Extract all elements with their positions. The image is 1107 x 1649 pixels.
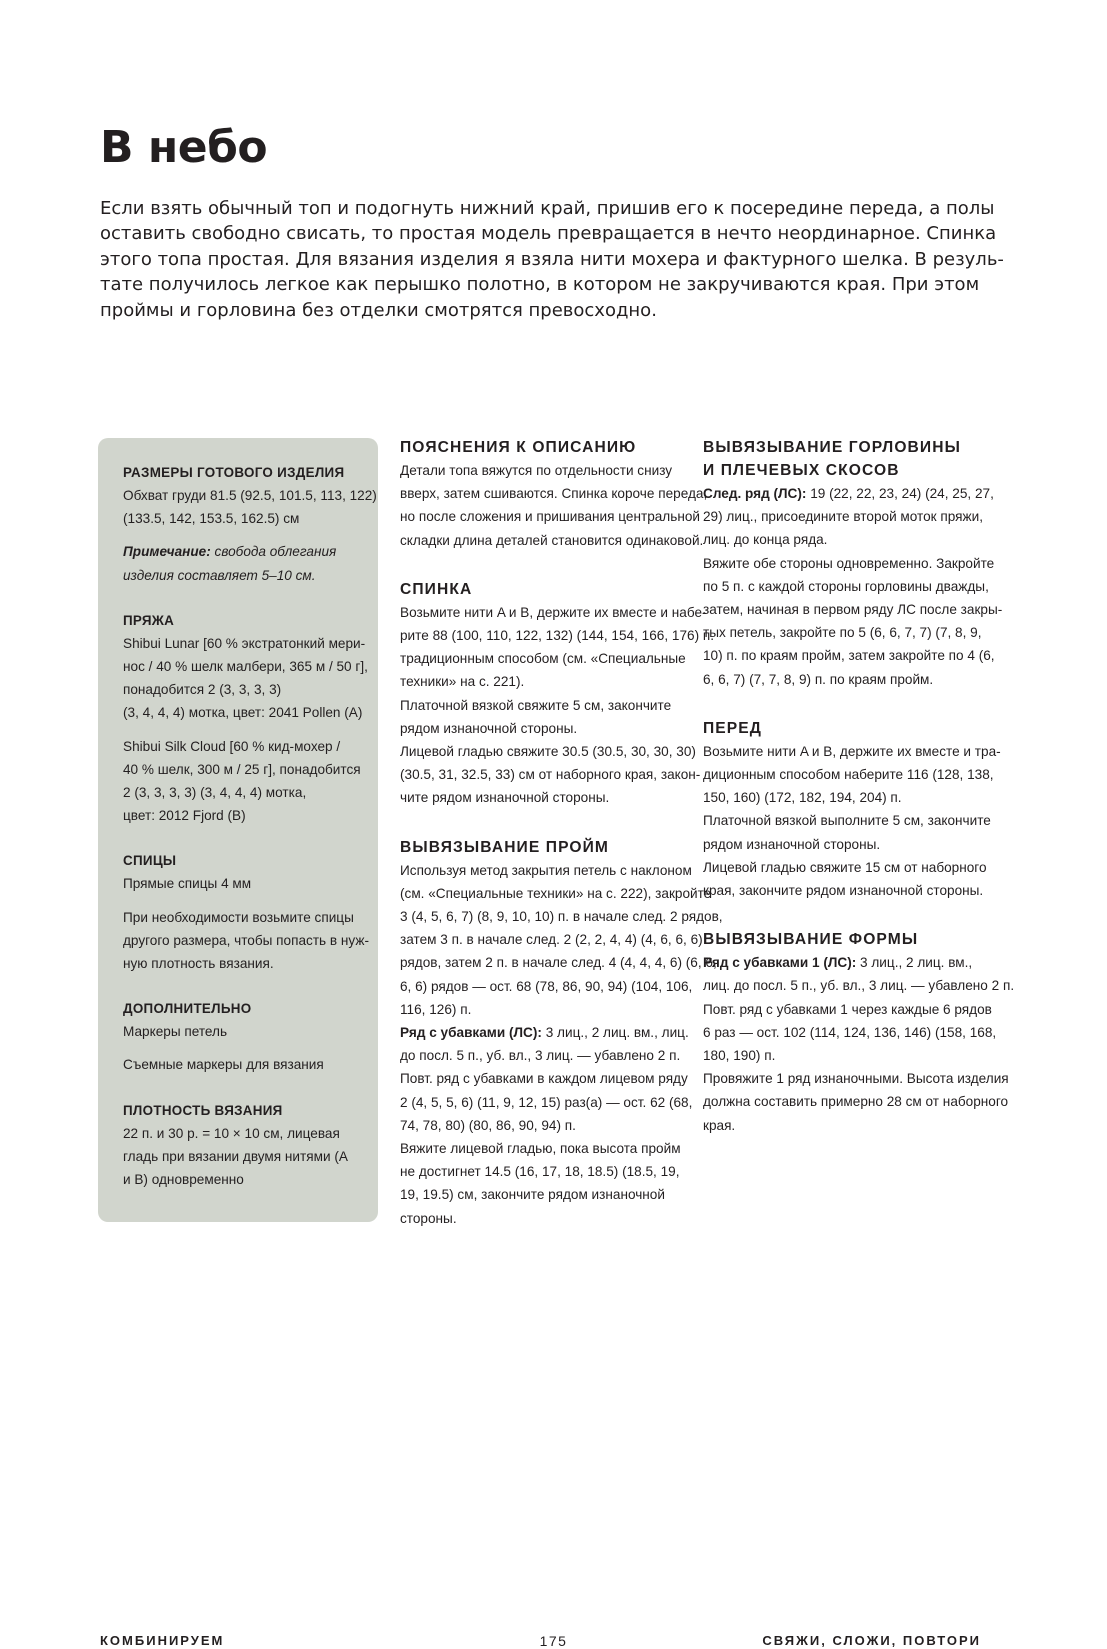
shaping-row-label: Ряд с убавками 1 (ЛС):	[703, 955, 857, 971]
back-line: чите рядом изнаночной стороны.	[400, 790, 610, 806]
front-line: Возьмите нити A и B, держите их вместе и тра-	[703, 743, 1001, 759]
back-line: Возьмите нити A и B, держите их вместе и набе-	[400, 604, 707, 620]
front-line: края, закончите рядом изнаночной стороны.	[703, 883, 984, 899]
neck-line: лиц. до конца ряда.	[703, 532, 828, 548]
extras-line: Маркеры петель	[123, 1024, 228, 1040]
yarn-line: 2 (3, 3, 3, 3) (3, 4, 4, 4) мотка,	[123, 785, 307, 801]
next-row-label: След. ряд (ЛС):	[703, 486, 807, 501]
back-line: Платочной вязкой свяжите 5 см, закончите	[400, 697, 672, 713]
shaping-line: края.	[703, 1117, 736, 1133]
running-footer-right	[762, 1633, 981, 1648]
neck-text	[703, 482, 1003, 691]
front-line: рядом изнаночной стороны.	[703, 836, 881, 852]
middle-column	[400, 436, 723, 1230]
neck-line: 10) п. по краям пройм, затем закройте по 4 (6,	[703, 648, 995, 664]
needles-heading: СПИЦЫ	[123, 853, 177, 869]
armholes-line: 6, 6) рядов — ост. 68 (78, 86, 90, 94) (104, 106,	[400, 978, 693, 994]
page-number: 175	[539, 1633, 568, 1649]
specs-sidebar	[98, 438, 378, 1222]
fit-note-text: свобода облегания	[210, 544, 337, 560]
shaping-line: лиц. до посл. 5 п., уб. вл., 3 лиц. — убавлено 2 п.	[703, 978, 1015, 994]
dec-row-label: Ряд с убавками (ЛС):	[400, 1025, 542, 1041]
yarn-line: Shibui Lunar [60 % экстратонкий мери-	[123, 635, 366, 651]
yarn-line: нос / 40 % шелк малбери, 365 м / 50 г],	[123, 659, 368, 675]
front-line: Платочной вязкой выполните 5 см, закончите	[703, 813, 991, 829]
sizes-heading: РАЗМЕРЫ ГОТОВОГО ИЗДЕЛИЯ	[123, 465, 345, 480]
armholes-line: Вяжите лицевой гладью, пока высота пройм	[400, 1141, 681, 1157]
shaping-heading: ВЫВЯЗЫВАНИЕ ФОРМЫ	[703, 931, 919, 949]
needles-line: Прямые спицы 4 мм	[123, 876, 252, 892]
gauge-line: и B) одновременно	[123, 1172, 244, 1188]
notes-line: вверх, затем сшиваются. Спинка короче переда,	[400, 486, 708, 502]
intro-paragraph	[100, 196, 1004, 323]
gauge-line: 22 п. и 30 р. = 10 × 10 см, лицевая	[123, 1125, 340, 1141]
neck-line: по 5 п. с каждой стороны горловины дважды,	[703, 578, 989, 594]
armholes-line: 116, 126) п.	[400, 1001, 472, 1017]
armholes-heading: ВЫВЯЗЫВАНИЕ ПРОЙМ	[400, 838, 610, 856]
armholes-line: (см. «Специальные техники» на с. 222), закройте	[400, 885, 712, 901]
armholes-line: до посл. 5 п., уб. вл., 3 лиц. — убавлено 2 п.	[400, 1048, 681, 1064]
shaping-text	[703, 951, 1015, 1137]
needles-note	[123, 906, 369, 976]
intro-line: Если взять обычный топ и подогнуть нижний край, пришив его к посередине переда, а полы	[100, 198, 995, 219]
neck-line: 6, 6, 7) (7, 7, 8, 9) п. по краям пройм.	[703, 671, 934, 687]
shaping-line: Повт. ряд с убавками 1 через каждые 6 рядов	[703, 1001, 992, 1017]
armholes-line: 74, 78, 80) (80, 86, 90, 94) п.	[400, 1117, 576, 1133]
dec-row-text: 3 лиц., 2 лиц. вм., лиц.	[541, 1025, 689, 1041]
sizes-line: Обхват груди 81.5 (92.5, 101.5, 113, 122)	[123, 488, 377, 503]
sizes-text	[123, 484, 377, 530]
extras-text	[123, 1020, 366, 1043]
shaping-line: Провяжите 1 ряд изнаночными. Высота изделия	[703, 1071, 1009, 1087]
neck-line: 29) лиц., присоедините второй моток пряжи,	[703, 509, 983, 525]
front-text	[703, 740, 1001, 902]
footer-book-title: СВЯЖИ, СЛОЖИ, ПОВТОРИ	[762, 1633, 981, 1648]
intro-line: тате получилось легкое как перышко полотно, в котором не закручиваются края. При этом	[100, 274, 980, 296]
front-line: 150, 160) (172, 182, 194, 204) п.	[703, 790, 902, 806]
shaping-line: должна составить примерно 28 см от наборного	[703, 1094, 1009, 1110]
footer-section: КОМБИНИРУЕМ	[100, 1633, 225, 1648]
front-line: диционным способом наберите 116 (128, 138,	[703, 767, 994, 783]
extras-heading: ДОПОЛНИТЕЛЬНО	[123, 1001, 252, 1017]
armholes-line: затем 3 п. в начале след. 2 (2, 2, 4, 4) (4, 6, 6, 6)	[400, 932, 703, 948]
yarn-line: понадобится 2 (3, 3, 3, 3)	[123, 682, 282, 698]
armholes-line: Используя метод закрытия петель с наклоном	[400, 862, 692, 878]
front-heading: ПЕРЕД	[703, 719, 763, 737]
gauge-text	[123, 1122, 366, 1192]
back-line: Лицевой гладью свяжите 30.5 (30.5, 30, 30, 30)	[400, 744, 696, 760]
right-column	[703, 436, 1015, 1137]
armholes-line: рядов, затем 2 п. в начале след. 4 (4, 4, 4, 6) (6, 6,	[400, 955, 717, 971]
fit-note-label: Примечание:	[123, 544, 211, 560]
notes-line: складки длина деталей становится одинаковой.	[400, 532, 704, 548]
needles-note-line: ную плотность вязания.	[123, 956, 274, 972]
gauge-line: гладь при вязании двумя нитями (A	[123, 1148, 348, 1164]
page-title: В небо	[100, 122, 268, 173]
next-row-text: 19 (22, 22, 23, 24) (24, 25, 27,	[806, 486, 994, 501]
needles-text	[123, 872, 366, 895]
yarn-heading: ПРЯЖА	[123, 612, 175, 628]
needles-note-line: При необходимости возьмите спицы	[123, 909, 354, 925]
neck-line: тых петель, закройте по 5 (6, 6, 7, 7) (7, 8, 9,	[703, 625, 982, 641]
back-line: рядом изнаночной стороны.	[400, 720, 578, 736]
back-text	[400, 601, 715, 810]
intro-line: оставить свободно свисать, то простая модель превращается в нечто неординарное. Спинка	[100, 223, 997, 245]
armholes-line: Повт. ряд с убавками в каждом лицевом ряду	[400, 1071, 688, 1087]
neck-line: Вяжите обе стороны одновременно. Закройте	[703, 555, 995, 571]
back-line: рите 88 (100, 110, 122, 132) (144, 154, 166, 176) п.	[400, 628, 715, 644]
yarn-line: цвет: 2012 Fjord (B)	[123, 808, 246, 824]
needles-note-line: другого размера, чтобы попасть в нуж-	[123, 932, 369, 948]
neck-line: затем, начиная в первом ряду ЛС после закры-	[703, 602, 1003, 618]
front-line: Лицевой гладью свяжите 15 см от наборного	[703, 859, 987, 875]
fit-note-line: изделия составляет 5–10 см.	[123, 567, 316, 583]
neck-heading	[703, 436, 993, 482]
back-heading: СПИНКА	[400, 580, 473, 598]
notes-text	[400, 459, 708, 552]
back-line: традиционным способом (см. «Специальные	[400, 651, 686, 667]
intro-line: этого топа простая. Для вязания изделия я взяла нити мохера и фактурного шелка. В резуль-	[100, 248, 1004, 270]
notes-line: Детали топа вяжутся по отдельности снизу	[400, 463, 673, 478]
yarn-a-text	[123, 632, 366, 725]
armholes-line: стороны.	[400, 1210, 457, 1226]
intro-line: проймы и горловина без отделки смотрятся превосходно.	[100, 299, 657, 321]
back-line: (30.5, 31, 32.5, 33) см от наборного края, закон-	[400, 767, 701, 783]
shaping-line: 180, 190) п.	[703, 1048, 776, 1064]
armholes-line: 3 (4, 5, 6, 7) (8, 9, 10, 10) п. в начале след. 2 рядов,	[400, 909, 723, 925]
notes-line: но после сложения и пришивания центральной	[400, 509, 700, 525]
armholes-line: 2 (4, 5, 5, 6) (11, 9, 12, 15) раз(а) — ост. 62 (68,	[400, 1094, 693, 1110]
extras-line: Съемные маркеры для вязания	[123, 1057, 324, 1073]
shaping-line: 6 раз — ост. 102 (114, 124, 136, 146) (158, 168,	[703, 1024, 997, 1040]
extras-text-2	[123, 1053, 366, 1076]
neck-heading-line: И ПЛЕЧЕВЫХ СКОСОВ	[703, 462, 900, 479]
yarn-line: 40 % шелк, 300 м / 25 г], понадобится	[123, 761, 361, 777]
notes-heading: ПОЯСНЕНИЯ К ОПИСАНИЮ	[400, 439, 637, 456]
neck-heading-line: ВЫВЯЗЫВАНИЕ ГОРЛОВИНЫ	[703, 439, 961, 456]
shaping-row-text: 3 лиц., 2 лиц. вм.,	[856, 955, 973, 971]
yarn-line: Shibui Silk Cloud [60 % кид-мохер /	[123, 738, 341, 754]
yarn-b-text	[123, 735, 366, 828]
yarn-line: (3, 4, 4, 4) мотка, цвет: 2041 Pollen (A)	[123, 705, 363, 721]
sizes-line: (133.5, 142, 153.5, 162.5) см	[123, 511, 300, 527]
gauge-heading: ПЛОТНОСТЬ ВЯЗАНИЯ	[123, 1102, 283, 1118]
fit-note	[123, 540, 366, 586]
armholes-line: 19, 19.5) см, закончите рядом изнаночной	[400, 1187, 665, 1203]
armholes-line: не достигнет 14.5 (16, 17, 18, 18.5) (18.5, 19,	[400, 1164, 680, 1180]
back-line: техники» на с. 221).	[400, 674, 525, 690]
